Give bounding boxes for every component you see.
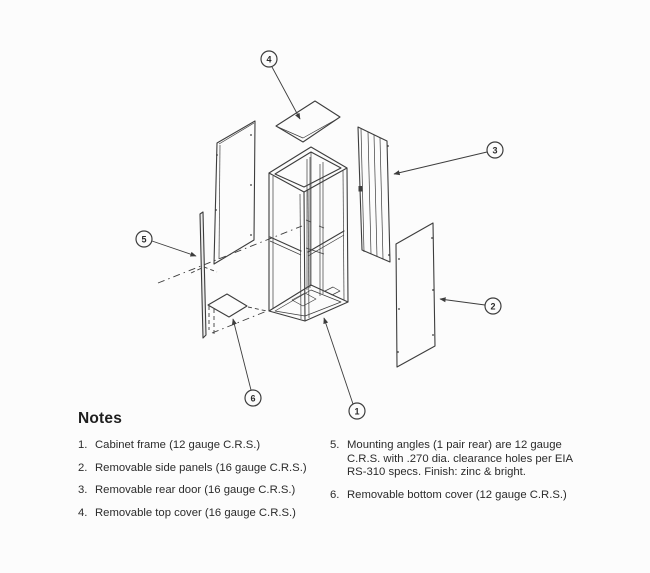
callout-1 (324, 318, 365, 419)
note-1-text: Cabinet frame (12 gauge C.R.S.) (95, 439, 261, 451)
note-2-number: 2. (78, 461, 88, 474)
callout-4-number: 4 (266, 54, 272, 65)
callout-4 (261, 51, 300, 119)
left-side-panel (214, 121, 255, 264)
rear-door-panel (358, 127, 390, 262)
leader-line-3 (394, 152, 487, 174)
leader-line-5 (152, 241, 196, 256)
note-item-2 (78, 462, 330, 476)
note-4-number: 4. (78, 506, 88, 519)
notes-section (78, 410, 623, 529)
leader-line-1 (324, 318, 353, 404)
callout-3-number: 3 (492, 145, 498, 156)
callout-2 (440, 298, 501, 314)
note-item-3 (78, 484, 330, 498)
note-5-number: 5. (330, 439, 340, 451)
callout-5 (136, 231, 196, 256)
note-3-number: 3. (78, 484, 88, 496)
note-3-text: Removable rear door (16 gauge C.R.S.) (95, 484, 296, 496)
notes-title: Notes (78, 410, 123, 427)
leader-line-6 (233, 319, 251, 390)
top-cover-panel (276, 101, 340, 142)
door-latch (359, 186, 363, 192)
note-item-6 (330, 489, 592, 503)
construction-lines (158, 226, 302, 336)
note-2-text: Removable side panels (16 gauge C.R.S.) (95, 461, 307, 474)
notes-column-left (78, 439, 330, 529)
callout-3 (394, 142, 503, 174)
callout-6-number: 6 (250, 393, 256, 404)
note-6-text: Removable bottom cover (12 gauge C.R.S.) (347, 488, 567, 501)
note-5-text: Mounting angles (1 pair rear) are 12 gauge C.R.S. with .270 dia. clearance holes per EIA RS-310 specs. Finish: zinc & bright. (347, 439, 573, 478)
right-side-panel (396, 223, 435, 367)
bottom-cover-panel (208, 294, 247, 317)
note-6-number: 6. (330, 488, 340, 501)
callout-2-number: 2 (490, 301, 496, 312)
callout-5-number: 5 (141, 234, 147, 245)
note-item-5 (330, 439, 592, 480)
note-item-1 (78, 439, 330, 453)
notes-column-right (330, 439, 592, 511)
note-4-text: Removable top cover (16 gauge C.R.S.) (95, 506, 296, 519)
leader-line-2 (440, 299, 485, 305)
callout-6 (233, 319, 261, 406)
note-item-4 (78, 507, 330, 521)
mounting-angle (200, 212, 206, 338)
note-1-number: 1. (78, 439, 88, 451)
callout-1-number: 1 (354, 406, 360, 417)
leader-line-4 (272, 67, 300, 119)
